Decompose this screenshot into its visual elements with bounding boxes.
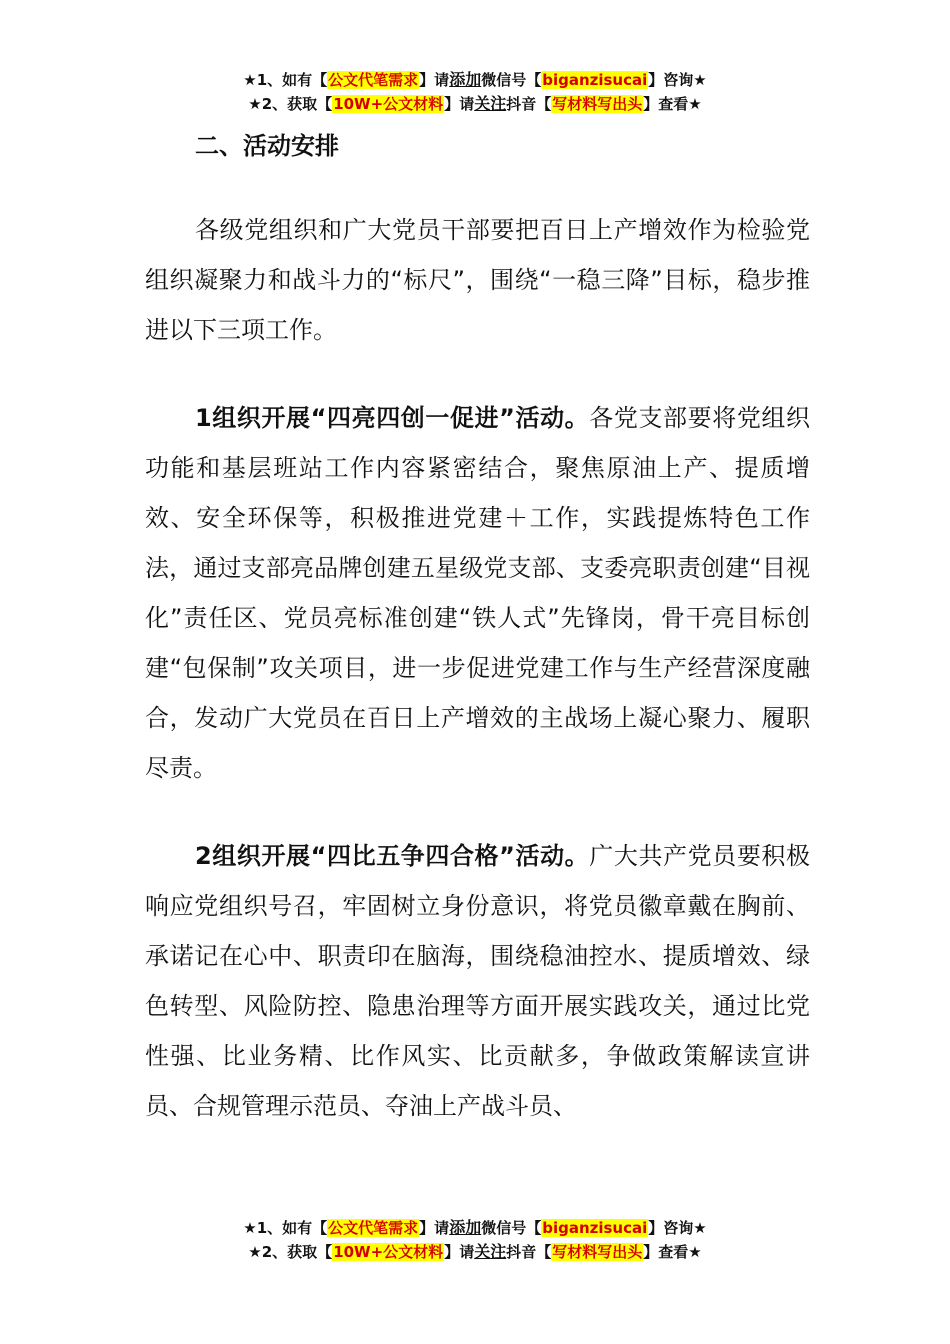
item-1-paragraph xyxy=(145,393,810,793)
banner-text: 】咨询★ xyxy=(648,1219,707,1237)
item-2-paragraph xyxy=(145,831,810,1131)
banner-text: 】查看★ xyxy=(643,1243,702,1261)
highlight-materials: 10W+公文材料 xyxy=(333,1243,444,1261)
banner-text: ★1、如有【 xyxy=(243,71,328,89)
highlight-wechat-id: biganzisucai xyxy=(542,1219,648,1237)
banner-text: ★2、获取【 xyxy=(248,95,333,113)
item-2-body: 广大共产党员要积极响应党组织号召，牢固树立身份意识，将党员徽章戴在胸前、承诺记在心中、职责印在脑海，围绕稳油控水、提质增效、绿色转型、风险防控、隐患治理等方面开展实践攻关，通过比党性强、比业务精、比作风实、比贡献多，争做政策解读宣讲员、合规管理示范员、夺油上产战斗员、 xyxy=(145,842,811,1120)
banner-text: 】请 xyxy=(444,95,475,113)
intro-paragraph: 各级党组织和广大党员干部要把百日上产增效作为检验党组织凝聚力和战斗力的“标尺”，围绕“一稳三降”目标，稳步推进以下三项工作。 xyxy=(145,216,810,344)
banner-text: 】查看★ xyxy=(643,95,702,113)
section-heading: 二、活动安排 xyxy=(195,132,339,160)
banner-line-2 xyxy=(0,92,950,116)
banner-text: 抖音【 xyxy=(506,1243,552,1261)
highlight-wechat-id: biganzisucai xyxy=(542,71,648,89)
banner-emphasis: 添加 xyxy=(449,1218,482,1237)
highlight-service: 公文代笔需求 xyxy=(328,71,419,89)
highlight-douyin: 写材料写出头 xyxy=(552,1243,643,1261)
banner-line-2 xyxy=(0,1240,950,1264)
banner-emphasis: 添加 xyxy=(449,70,482,89)
footer-banner xyxy=(0,1216,950,1264)
banner-text: 抖音【 xyxy=(506,95,552,113)
banner-text: ★2、获取【 xyxy=(248,1243,333,1261)
header-banner xyxy=(0,68,950,116)
banner-text: 】咨询★ xyxy=(648,71,707,89)
banner-text: 】请 xyxy=(419,71,450,89)
item-1-body: 各党支部要将党组织功能和基层班站工作内容紧密结合，聚焦原油上产、提质增效、安全环保等，积极推进党建＋工作，实践提炼特色工作法，通过支部亮品牌创建五星级党支部、支委亮职责创建“目视化”责任区、党员亮标准创建“铁人式”先锋岗，骨干亮目标创建“包保制”攻关项目，进一步促进党建工作与生产经营深度融合，发动广大党员在百日上产增效的主战场上凝心聚力、履职尽责。 xyxy=(145,404,811,782)
banner-text: 】请 xyxy=(444,1243,475,1261)
banner-emphasis: 关注 xyxy=(474,94,507,113)
document-body xyxy=(145,205,810,1131)
banner-line-1 xyxy=(0,1216,950,1240)
banner-line-1 xyxy=(0,68,950,92)
banner-emphasis: 关注 xyxy=(474,1242,507,1261)
banner-text: 微信号【 xyxy=(481,71,542,89)
banner-text: 微信号【 xyxy=(481,1219,542,1237)
highlight-douyin: 写材料写出头 xyxy=(552,95,643,113)
banner-text: ★1、如有【 xyxy=(243,1219,328,1237)
highlight-materials: 10W+公文材料 xyxy=(333,95,444,113)
item-2-title: 2组织开展“四比五争四合格”活动。 xyxy=(195,842,590,870)
highlight-service: 公文代笔需求 xyxy=(328,1219,419,1237)
item-1-title: 1组织开展“四亮四创一促进”活动。 xyxy=(195,404,590,432)
banner-text: 】请 xyxy=(419,1219,450,1237)
